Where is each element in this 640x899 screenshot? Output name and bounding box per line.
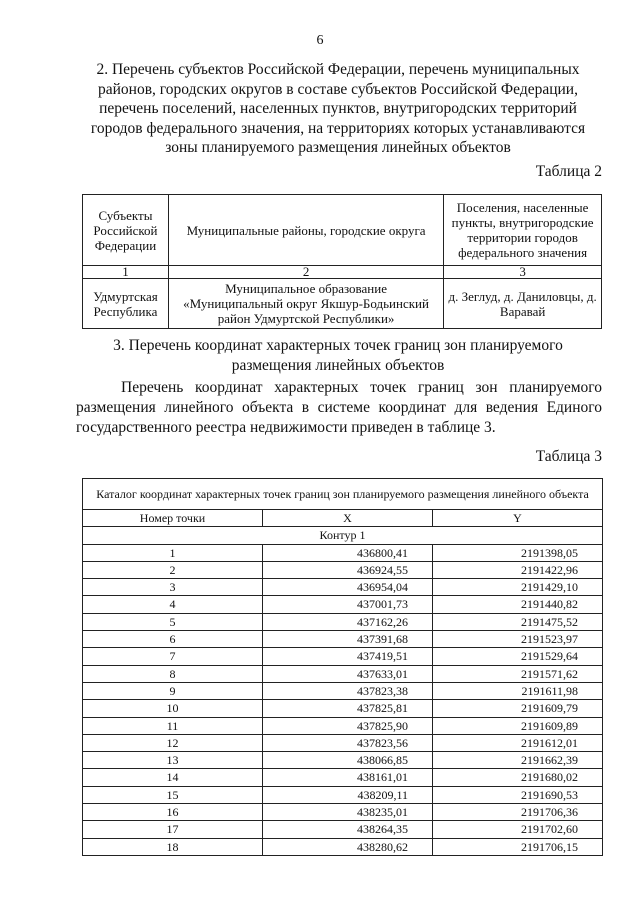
table-row [83, 786, 603, 803]
table-row [83, 544, 603, 561]
header-settlements: Поселения, населенные пункты, внутригородские территории городов федерального значения [444, 195, 602, 266]
coord-y: 2191662,39 [433, 752, 603, 769]
table-row [83, 613, 603, 630]
table-2 [82, 194, 602, 329]
coord-y: 2191440,82 [433, 596, 603, 613]
table-3-header-row [83, 510, 603, 527]
heading-line: районов, городских округов в составе субъектов Российской Федерации, [98, 80, 578, 98]
table-row [83, 579, 603, 596]
point-number: 6 [83, 631, 263, 648]
coord-y: 2191611,98 [433, 682, 603, 699]
coord-y: 2191529,64 [433, 648, 603, 665]
point-number: 4 [83, 596, 263, 613]
table-3-caption: Таблица 3 [535, 448, 602, 465]
table-2-header-row [83, 195, 602, 266]
table-row [83, 717, 603, 734]
table-row [83, 665, 603, 682]
point-number: 18 [83, 838, 263, 855]
heading-line: зоны планируемого размещения линейных объектов [165, 139, 511, 156]
section-3-heading [88, 336, 588, 375]
point-number: 5 [83, 613, 263, 630]
table-2-column-numbers [83, 266, 602, 279]
coord-y: 2191429,10 [433, 579, 603, 596]
point-number: 15 [83, 786, 263, 803]
header-point-number: Номер точки [83, 510, 263, 527]
header-y: Y [433, 510, 603, 527]
point-number: 7 [83, 648, 263, 665]
coord-x: 436800,41 [263, 544, 433, 561]
district-line: район Удмуртской Республики» [217, 311, 395, 326]
table-2-row [83, 279, 602, 329]
heading-line: размещения линейных объектов [231, 356, 445, 374]
coord-y: 2191612,01 [433, 734, 603, 751]
district-line: Муниципальное образование [225, 281, 387, 296]
coord-x: 437825,90 [263, 717, 433, 734]
table-2-caption: Таблица 2 [535, 163, 602, 180]
section-3-paragraph: Перечень координат характерных точек границ зон планируемого размещения линейного объекта в системе координат для ведения Единого государственного реестра недвижимости приведен в таблице 3. [76, 379, 602, 436]
table-row [83, 648, 603, 665]
coord-y: 2191702,60 [433, 821, 603, 838]
coord-x: 438209,11 [263, 786, 433, 803]
coord-y: 2191475,52 [433, 613, 603, 630]
coord-y: 2191680,02 [433, 769, 603, 786]
table-row [83, 700, 603, 717]
column-number: 1 [83, 266, 169, 279]
point-number: 3 [83, 579, 263, 596]
coord-x: 437823,56 [263, 734, 433, 751]
table-3-title-row [83, 479, 603, 510]
point-number: 1 [83, 544, 263, 561]
coord-x: 436954,04 [263, 579, 433, 596]
column-number: 2 [168, 266, 443, 279]
heading-line: перечень поселений, населенных пунктов, внутригородских территорий [99, 100, 577, 117]
table-row [83, 682, 603, 699]
table-row [83, 804, 603, 821]
point-number: 10 [83, 700, 263, 717]
heading-line: городов федерального значения, на территориях которых устанавливаются [90, 119, 586, 137]
coord-x: 438235,01 [263, 804, 433, 821]
page-number: 6 [316, 33, 324, 48]
coord-x: 437825,81 [263, 700, 433, 717]
coord-y: 2191706,36 [433, 804, 603, 821]
column-number: 3 [444, 266, 602, 279]
heading-line: 2. Перечень субъектов Российской Федерации, перечень муниципальных [96, 61, 580, 78]
coord-x: 437419,51 [263, 648, 433, 665]
coord-x: 437823,38 [263, 682, 433, 699]
table-row [83, 561, 603, 578]
coord-x: 437633,01 [263, 665, 433, 682]
section-2-heading [88, 60, 588, 158]
table-3-title: Каталог координат характерных точек границ зон планируемого размещения линейного объекта [83, 479, 603, 510]
coord-x: 437391,68 [263, 631, 433, 648]
table-row [83, 769, 603, 786]
header-districts: Муниципальные районы, городские округа [168, 195, 443, 266]
coord-x: 438280,62 [263, 838, 433, 855]
coord-x: 436924,55 [263, 561, 433, 578]
coord-x: 437001,73 [263, 596, 433, 613]
district-line: «Муниципальный округ Якшур-Бодьинский [183, 296, 429, 311]
point-number: 13 [83, 752, 263, 769]
point-number: 2 [83, 561, 263, 578]
table-row [83, 631, 603, 648]
table-3 [82, 478, 603, 856]
table-row [83, 734, 603, 751]
table-3-body [83, 479, 603, 856]
coord-x: 438264,35 [263, 821, 433, 838]
table-row [83, 821, 603, 838]
cell-subject: Удмуртская Республика [83, 279, 169, 329]
coord-y: 2191422,96 [433, 561, 603, 578]
coord-y: 2191690,53 [433, 786, 603, 803]
coord-y: 2191398,05 [433, 544, 603, 561]
point-number: 8 [83, 665, 263, 682]
table-row [83, 838, 603, 855]
contour-row [83, 527, 603, 544]
table-row [83, 596, 603, 613]
point-number: 14 [83, 769, 263, 786]
coord-y: 2191609,89 [433, 717, 603, 734]
point-number: 17 [83, 821, 263, 838]
header-x: X [263, 510, 433, 527]
point-number: 16 [83, 804, 263, 821]
table-row [83, 752, 603, 769]
point-number: 9 [83, 682, 263, 699]
coord-x: 438161,01 [263, 769, 433, 786]
coord-x: 438066,85 [263, 752, 433, 769]
contour-label: Контур 1 [83, 527, 603, 544]
header-subjects: Субъекты Российской Федерации [83, 195, 169, 266]
heading-line: 3. Перечень координат характерных точек границ зон планируемого [113, 337, 563, 354]
coord-y: 2191571,62 [433, 665, 603, 682]
point-number: 12 [83, 734, 263, 751]
coord-x: 437162,26 [263, 613, 433, 630]
point-number: 11 [83, 717, 263, 734]
cell-district [168, 279, 443, 329]
cell-settlements: д. Зеглуд, д. Даниловцы, д. Варавай [444, 279, 602, 329]
coord-y: 2191523,97 [433, 631, 603, 648]
coord-y: 2191609,79 [433, 700, 603, 717]
coord-y: 2191706,15 [433, 838, 603, 855]
